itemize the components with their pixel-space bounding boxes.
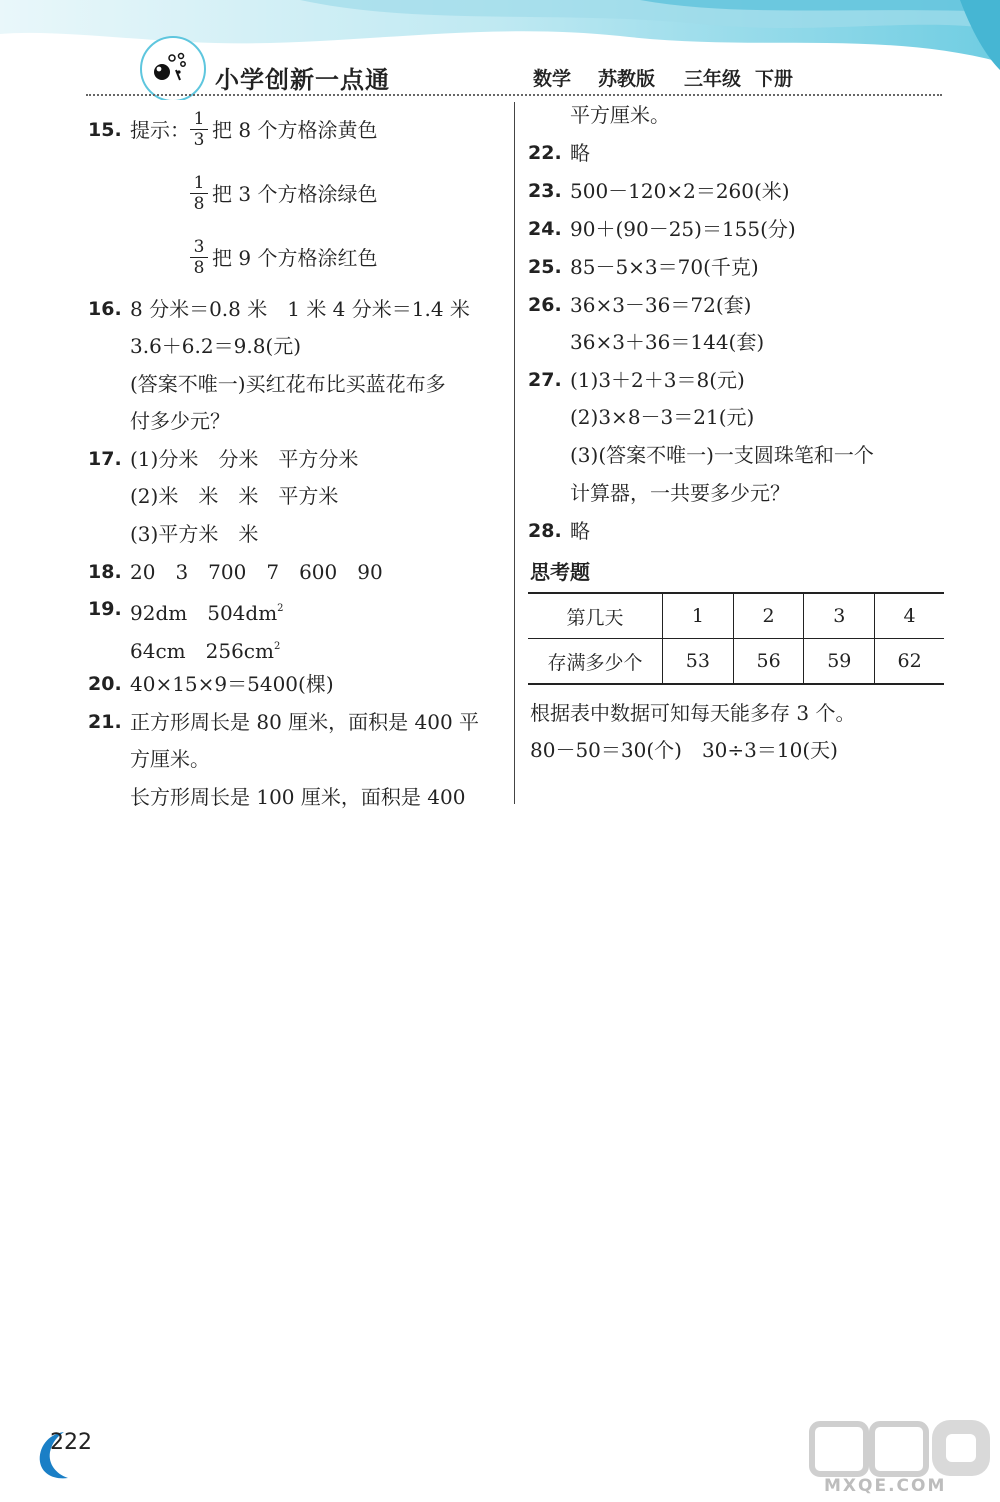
table-cell: 59 [804, 639, 875, 685]
answer-text: 付多少元？ [130, 409, 230, 433]
question-number: 24. [528, 218, 562, 240]
volume-label: 下册 [755, 68, 794, 90]
question-number: 22. [528, 142, 562, 164]
answer-text: (答案不唯一)买红花布比买蓝花布多 [130, 372, 446, 396]
answer-text [130, 634, 280, 664]
answer-text: (1)3＋2＋3＝8(元) [570, 368, 745, 392]
question-number: 17. [88, 448, 122, 470]
answer-text: 3.6＋6.2＝9.8(元) [130, 334, 302, 358]
question-number: 27. [528, 369, 562, 391]
table-cell: 第几天 [528, 593, 663, 639]
question-number: 26. [528, 294, 562, 316]
table-cell: 62 [875, 639, 944, 685]
subject-label: 数学 [533, 68, 572, 90]
table-row [528, 639, 944, 685]
edition-label: 苏教版 [598, 68, 656, 90]
watermark-url: MXQE.COM [824, 1476, 947, 1496]
table-cell: 存满多少个 [528, 639, 663, 685]
question-number: 23. [528, 180, 562, 202]
answer-text: 把 9 个方格涂红色 [212, 246, 378, 270]
answer-text: 85－5×3＝70(千克) [570, 255, 759, 279]
column-divider [514, 102, 515, 804]
fraction-denominator: 8 [193, 258, 205, 278]
question-number: 16. [88, 298, 122, 320]
table-cell: 2 [733, 593, 804, 639]
grade-label: 三年级 [684, 68, 742, 90]
fraction-denominator: 8 [193, 194, 205, 214]
fraction-denominator: 3 [193, 130, 205, 150]
answer-text: 8 分米＝0.8 米 1 米 4 分米＝1.4 米 [130, 297, 470, 321]
header-divider [86, 94, 942, 96]
table-cell: 4 [875, 593, 944, 639]
answer-text [130, 596, 284, 626]
answer-text: (3)平方米 米 [130, 522, 259, 546]
question-number: 28. [528, 520, 562, 542]
answer-text: (2)3×8－3＝21(元) [570, 405, 755, 429]
question-number: 15. [88, 119, 122, 141]
answer-text: (1)分米 分米 平方分米 [130, 447, 359, 471]
answer-text: 80－50＝30(个) 30÷3＝10(天) [530, 738, 838, 762]
answer-text: 正方形周长是 80 厘米，面积是 400 平 [130, 710, 480, 734]
answer-text: 36×3－36＝72(套) [570, 293, 752, 317]
question-number: 21. [88, 711, 122, 733]
thinking-section-title: 思考题 [530, 560, 590, 584]
answer-text: 40×15×9＝5400(棵) [130, 672, 334, 696]
answer-text: 90＋(90－25)＝155(分) [570, 217, 796, 241]
header-banner [0, 0, 1000, 100]
question-number: 19. [88, 598, 122, 620]
fraction [190, 110, 208, 149]
question-number: 20. [88, 673, 122, 695]
answer-text: 500－120×2＝260(米) [570, 179, 790, 203]
table-cell: 56 [733, 639, 804, 685]
answer-text: 长方形周长是 100 厘米，面积是 400 [130, 785, 466, 809]
exponent: 2 [273, 641, 281, 652]
answer-text: 36×3＋36＝144(套) [570, 330, 765, 354]
question-number: 25. [528, 256, 562, 278]
answer-text: 根据表中数据可知每天能多存 3 个。 [530, 701, 856, 725]
page-number: 222 [50, 1430, 92, 1455]
table-cell: 53 [663, 639, 734, 685]
answer-text: 略 [570, 519, 590, 543]
table-row [528, 593, 944, 639]
series-title: 小学创新一点通 [215, 66, 390, 94]
answer-text: 把 3 个方格涂绿色 [212, 182, 378, 206]
table-cell: 3 [804, 593, 875, 639]
mascot-icon [152, 50, 192, 84]
fraction-numerator: 3 [190, 238, 208, 258]
data-table [528, 592, 944, 685]
fraction [190, 238, 208, 277]
answer-text: 略 [570, 141, 590, 165]
question-number: 18. [88, 561, 122, 583]
answer-text: 把 8 个方格涂黄色 [212, 118, 378, 142]
hint-label: 提示： [130, 118, 190, 142]
answer-value: 92dm 504dm [130, 601, 278, 625]
fraction-numerator: 1 [190, 110, 208, 130]
table-cell: 1 [663, 593, 734, 639]
answer-text: 20 3 700 7 600 90 [130, 560, 383, 584]
fraction [190, 174, 208, 213]
answer-text: (3)(答案不唯一)一支圆珠笔和一个 [570, 443, 874, 467]
answer-value: 64cm 256cm [130, 639, 274, 663]
exponent: 2 [277, 603, 284, 614]
answer-text: 计算器，一共要多少元？ [570, 481, 790, 505]
fraction-numerator: 1 [190, 174, 208, 194]
logo-badge [140, 36, 206, 100]
answer-text: (2)米 米 米 平方米 [130, 484, 339, 508]
answer-text: 平方厘米。 [570, 103, 670, 127]
answer-text: 方厘米。 [130, 747, 210, 771]
